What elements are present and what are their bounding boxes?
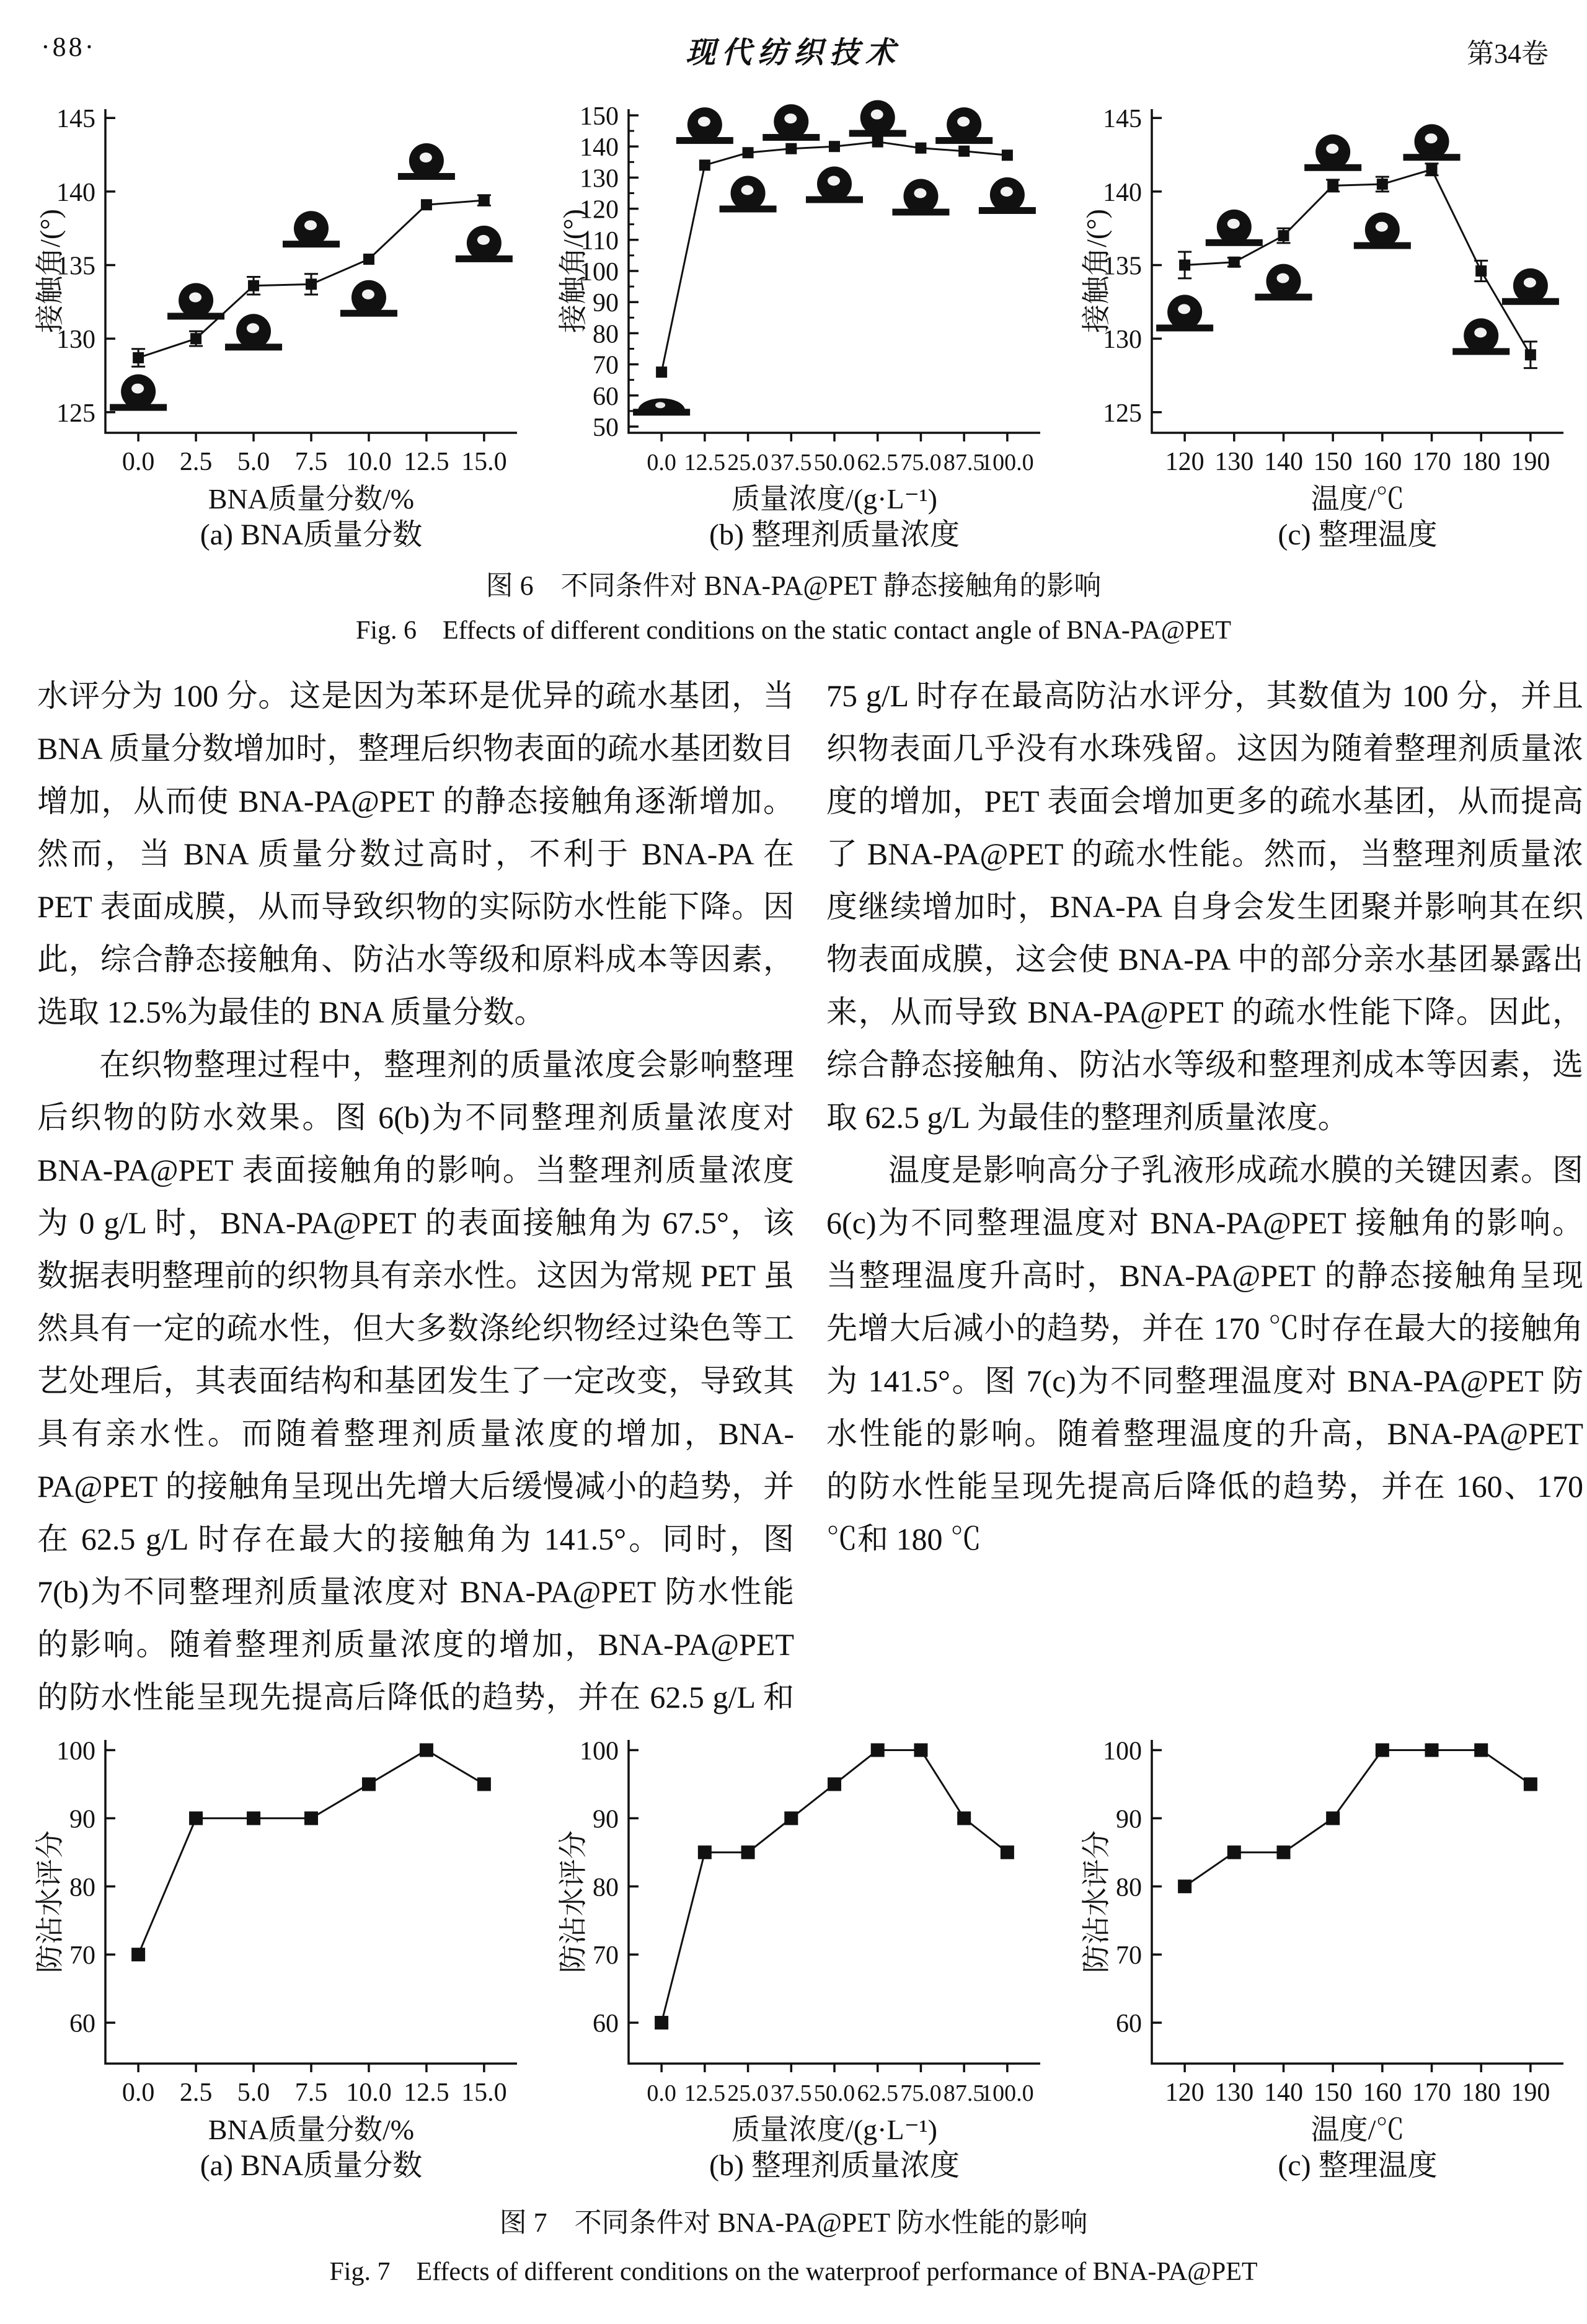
data-point: [421, 199, 432, 210]
water-droplet-icon: [225, 314, 282, 350]
water-droplet-icon: [806, 166, 863, 203]
data-point: [1326, 1811, 1340, 1825]
y-tick-label: 145: [1103, 105, 1142, 134]
water-droplet-icon: [633, 398, 690, 415]
x-tick-label: 15.0: [461, 2078, 507, 2107]
y-tick-label: 130: [56, 326, 95, 355]
journal-title: 现代纺织技术: [685, 37, 902, 69]
data-point: [699, 159, 710, 171]
x-tick-label: 130: [1214, 448, 1254, 476]
x-tick-label: 12.5: [684, 450, 726, 476]
x-tick-label: 120: [1165, 448, 1205, 476]
data-point: [304, 1811, 318, 1825]
data-point: [1425, 1743, 1439, 1757]
data-point: [1179, 260, 1190, 271]
data-point: [363, 254, 374, 265]
data-point: [1426, 164, 1438, 175]
data-point: [1475, 265, 1487, 277]
x-tick-label: 0.0: [647, 450, 676, 476]
y-tick-label: 125: [56, 399, 95, 428]
page-header: [38, 29, 1549, 68]
data-point: [1376, 1743, 1389, 1757]
data-point: [698, 1845, 712, 1859]
x-tick-label: 190: [1511, 448, 1550, 476]
y-tick-label: 80: [69, 1873, 95, 1902]
x-tick-label: 10.0: [346, 2078, 392, 2107]
chart-fig7c-score-vs-temperature: [1079, 1729, 1578, 2188]
data-point: [915, 143, 926, 154]
x-tick-label: 62.5: [857, 450, 898, 476]
water-droplet-icon: [676, 107, 733, 144]
y-tick-label: 90: [593, 289, 619, 318]
y-tick-label: 125: [1103, 399, 1142, 428]
y-tick-label: 90: [593, 1805, 619, 1834]
water-droplet-icon: [340, 280, 397, 317]
x-tick-label: 140: [1263, 2078, 1303, 2107]
chart-subcaption: (c) 整理温度: [1278, 2149, 1438, 2182]
x-tick-label: 130: [1214, 2078, 1254, 2107]
figure6-caption-english: Fig. 6 Effects of different conditions on the static contact angle of BNA-PA@PET: [356, 616, 1231, 645]
water-droplet-icon: [763, 104, 820, 141]
data-line: [138, 1750, 484, 1954]
y-tick-label: 60: [69, 2010, 95, 2039]
chart-fig6c-contact-angle-vs-temperature: [1079, 98, 1578, 557]
water-droplet-icon: [1156, 295, 1213, 331]
data-point: [248, 280, 259, 291]
y-tick-label: 130: [1103, 326, 1142, 355]
x-tick-label: 0.0: [122, 448, 155, 476]
x-tick-label: 37.5: [771, 450, 812, 476]
y-axis-label: 接触角/(°): [557, 209, 589, 333]
data-point: [1178, 1879, 1191, 1893]
data-point: [1276, 1845, 1290, 1859]
y-tick-label: 120: [580, 195, 619, 224]
y-tick-label: 60: [1116, 2010, 1142, 2039]
water-droplet-icon: [979, 177, 1036, 214]
x-tick-label: 160: [1363, 2078, 1402, 2107]
y-tick-label: 150: [580, 102, 619, 131]
water-droplet-icon: [1206, 210, 1263, 246]
y-tick-label: 90: [69, 1805, 95, 1834]
y-tick-label: 130: [580, 164, 619, 193]
axis: [1152, 109, 1563, 433]
x-tick-label: 37.5: [771, 2080, 812, 2106]
x-tick-label: 7.5: [294, 448, 328, 476]
x-tick-label: 50.0: [813, 2080, 855, 2106]
x-tick-label: 25.0: [727, 2080, 769, 2106]
y-tick-label: 140: [56, 178, 95, 207]
y-axis-label: 防沾水评分: [34, 1830, 66, 1973]
x-tick-label: 50.0: [813, 450, 855, 476]
data-point: [1002, 149, 1013, 161]
x-axis-label: BNA质量分数/%: [208, 2114, 415, 2145]
y-tick-label: 135: [1103, 252, 1142, 281]
y-axis-label: 防沾水评分: [557, 1830, 589, 1973]
data-point: [1227, 1845, 1241, 1859]
axis: [105, 1740, 517, 2064]
water-droplet-icon: [849, 100, 906, 137]
y-tick-label: 70: [593, 1941, 619, 1971]
data-point: [190, 333, 201, 344]
x-tick-label: 10.0: [346, 448, 392, 476]
data-point: [743, 147, 754, 158]
data-point: [872, 136, 883, 148]
x-tick-label: 7.5: [294, 2078, 328, 2107]
data-point: [957, 1811, 971, 1825]
chart-subcaption: (a) BNA质量分数: [200, 2149, 423, 2182]
data-point: [133, 352, 144, 363]
data-point: [131, 1948, 145, 1961]
y-tick-label: 60: [593, 382, 619, 411]
x-tick-label: 170: [1412, 2078, 1452, 2107]
x-tick-label: 100.0: [981, 2080, 1034, 2106]
figure6-chart-row: [32, 98, 1578, 557]
x-tick-label: 150: [1313, 2078, 1353, 2107]
y-tick-label: 100: [1103, 1737, 1142, 1766]
y-tick-label: 70: [1116, 1941, 1142, 1971]
body-text-columns: [37, 670, 1583, 1727]
axis: [105, 109, 517, 433]
x-axis-label: 质量浓度/(g·L⁻¹): [732, 483, 937, 515]
y-tick-label: 80: [593, 1873, 619, 1902]
x-tick-label: 87.5: [943, 2080, 985, 2106]
paragraph-1: 水评分为 100 分。这是因为苯环是优异的疏水基团，当 BNA 质量分数增加时，整理后织物表面的疏水基团数目增加，从而使 BNA-PA@PET 的静态接触角逐渐增加。然而，当 BNA 质量分数过高时，不利于 BNA-PA 在 PET 表面成膜，从而导致织物的实际防水性能下降。因此，综合静态接触角、防沾水等级和原料成本等因素，选取 12.5%为最佳的 BNA 质量分数。: [37, 678, 794, 1029]
data-point: [1278, 230, 1289, 241]
y-tick-label: 60: [593, 2010, 619, 2039]
data-point: [656, 366, 667, 378]
x-tick-label: 75.0: [900, 450, 942, 476]
y-tick-label: 140: [580, 133, 619, 162]
x-tick-label: 0.0: [647, 2080, 676, 2106]
x-tick-label: 12.5: [404, 2078, 449, 2107]
y-tick-label: 100: [580, 258, 619, 286]
volume-number: 第34卷: [1467, 38, 1549, 69]
x-tick-label: 180: [1461, 448, 1501, 476]
water-droplet-icon: [167, 283, 224, 319]
chart-subcaption: (a) BNA质量分数: [200, 518, 423, 551]
y-tick-label: 100: [56, 1737, 95, 1766]
y-axis-label: 接触角/(°): [1081, 209, 1112, 333]
water-droplet-icon: [1404, 124, 1461, 161]
y-axis-label: 防沾水评分: [1081, 1830, 1112, 1973]
water-droplet-icon: [1304, 135, 1361, 171]
y-tick-label: 90: [1116, 1805, 1142, 1834]
x-axis-label: BNA质量分数/%: [208, 483, 415, 515]
water-droplet-icon: [283, 211, 340, 247]
y-axis-label: 接触角/(°): [34, 209, 66, 333]
data-line: [1185, 1750, 1531, 1886]
x-tick-label: 12.5: [404, 448, 449, 476]
page-number: ·88·: [41, 32, 97, 62]
water-droplet-icon: [398, 143, 455, 180]
data-point: [871, 1743, 885, 1757]
figure7-caption-chinese: 图 7 不同条件对 BNA-PA@PET 防水性能的影响: [499, 2207, 1088, 2238]
chart-subcaption: (b) 整理剂质量浓度: [709, 2149, 960, 2182]
x-tick-label: 5.0: [237, 448, 270, 476]
chart-subcaption: (c) 整理温度: [1278, 518, 1438, 551]
chart-fig7a-score-vs-bna-fraction: [32, 1729, 532, 2188]
water-droplet-icon: [1354, 213, 1411, 249]
chart-fig6a-contact-angle-vs-bna-fraction: [32, 98, 532, 557]
water-droplet-icon: [1255, 264, 1312, 301]
y-tick-label: 135: [56, 252, 95, 281]
x-tick-label: 5.0: [237, 2078, 270, 2107]
water-droplet-icon: [1452, 318, 1510, 355]
x-axis-label: 质量浓度/(g·L⁻¹): [732, 2114, 937, 2145]
data-point: [306, 278, 317, 290]
x-tick-label: 75.0: [900, 2080, 942, 2106]
data-point: [189, 1811, 203, 1825]
water-droplet-icon: [456, 226, 513, 262]
x-axis-label: 温度/℃: [1311, 483, 1405, 515]
y-tick-label: 140: [1103, 178, 1142, 207]
data-point: [362, 1777, 376, 1791]
x-tick-label: 140: [1263, 448, 1303, 476]
x-tick-label: 190: [1511, 2078, 1550, 2107]
chart-subcaption: (b) 整理剂质量浓度: [709, 518, 960, 551]
x-tick-label: 87.5: [943, 450, 985, 476]
x-tick-label: 12.5: [684, 2080, 726, 2106]
axis: [629, 109, 1040, 433]
data-point: [741, 1845, 755, 1859]
data-point: [1524, 1777, 1537, 1791]
figure7-caption-english: Fig. 7 Effects of different conditions on the waterproof performance of BNA-PA@PET: [329, 2258, 1258, 2286]
data-point: [785, 143, 797, 154]
y-tick-label: 100: [580, 1737, 619, 1766]
x-tick-label: 120: [1165, 2078, 1205, 2107]
y-tick-label: 145: [56, 105, 95, 134]
x-tick-label: 170: [1412, 448, 1452, 476]
x-tick-label: 150: [1313, 448, 1353, 476]
data-point: [1474, 1743, 1488, 1757]
data-point: [420, 1743, 433, 1757]
y-tick-label: 70: [69, 1941, 95, 1971]
x-tick-label: 160: [1363, 448, 1402, 476]
chart-fig6b-contact-angle-vs-concentration: [555, 98, 1055, 557]
y-tick-label: 50: [593, 413, 619, 442]
data-point: [247, 1811, 260, 1825]
water-droplet-icon: [1502, 268, 1559, 305]
chart-fig7b-score-vs-concentration: [555, 1729, 1055, 2188]
data-point: [784, 1811, 798, 1825]
x-tick-label: 0.0: [122, 2078, 155, 2107]
x-tick-label: 15.0: [461, 448, 507, 476]
y-tick-label: 70: [593, 351, 619, 380]
data-point: [1377, 179, 1388, 190]
data-point: [1327, 180, 1338, 191]
x-tick-label: 25.0: [727, 450, 769, 476]
x-tick-label: 180: [1461, 2078, 1501, 2107]
x-tick-label: 100.0: [981, 450, 1034, 476]
y-tick-label: 110: [580, 226, 619, 255]
data-point: [829, 141, 840, 152]
paragraph-3: 温度是影响高分子乳液形成疏水膜的关键因素。图 6(c)为不同整理温度对 BNA-PA@PET 接触角的影响。当整理温度升高时，BNA-PA@PET 的静态接触角呈现先增大后减小的趋势，并在 170 ℃时存在最大的接触角为 141.5°。图 7(c)为不同整理温度对 BNA-PA@PET 防水性能的影响。随着整理温度的升高，BNA-PA@PET 的防水性能呈现先提高后降低的趋势，并在 160、170 ℃和 180 ℃: [826, 1153, 1583, 1556]
data-point: [1525, 349, 1536, 360]
data-point: [828, 1777, 841, 1791]
x-tick-label: 2.5: [179, 2078, 213, 2107]
data-point: [1001, 1845, 1014, 1859]
paragraph-2: 在织物整理过程中，整理剂的质量浓度会影响整理后织物的防水效果。图 6(b)为不同整理剂质量浓度对 BNA-PA@PET 表面接触角的影响。当整理剂质量浓度为 0 g/L 时，BNA-PA@PET 的表面接触角为 67.5°，该数据表明整理前的织物具有亲水性。这因为常规 PET 虽然具有一定的疏水性，但大多数涤纶织物经过染色等工艺处理后，其表面结构和基团发生了一定改变，导致其具有亲水性。而随着整理剂质量浓度的增加，BNA-PA@PET 的接触角呈现出先增大后缓慢减小的趋势，并在 62.5 g/L 时存在最大的接触角为 141.5°。同时，图 7(b)为不同整理剂质量浓度对 BNA-PA@PET 防水性能的影响。随着整理剂质量浓度的增加，BNA-PA@PET 的防水性能呈现先提高后降低的趋势，并在 62.5 g/L 和 75 g/L 时存在最高防沾水评分，其数值为 100 分，并且织物表面几乎没有水珠残留。这因为随着整理剂质量浓度的增加，PET 表面会增加更多的疏水基团，从而提高了 BNA-PA@PET 的疏水性能。然而，当整理剂质量浓度继续增加时，BNA-PA 自身会发生团聚并影响其在织物表面成膜，这会使 BNA-PA 中的部分亲水基团暴露出来，从而导致 BNA-PA@PET 的疏水性能下降。因此，综合静态接触角、防沾水等级和整理剂成本等因素，选取 62.5 g/L 为最佳的整理剂质量浓度。: [37, 678, 1583, 1714]
x-tick-label: 62.5: [857, 2080, 898, 2106]
data-point: [479, 195, 490, 206]
figure7-chart-row: [32, 1729, 1578, 2188]
y-tick-label: 80: [593, 320, 619, 349]
water-droplet-icon: [110, 375, 167, 411]
data-point: [655, 2016, 668, 2029]
water-droplet-icon: [720, 176, 777, 213]
x-tick-label: 2.5: [179, 448, 213, 476]
data-point: [914, 1743, 927, 1757]
y-tick-label: 80: [1116, 1873, 1142, 1902]
x-axis-label: 温度/℃: [1311, 2114, 1405, 2145]
data-point: [477, 1777, 491, 1791]
water-droplet-icon: [935, 107, 992, 144]
water-droplet-icon: [892, 179, 949, 216]
data-point: [1229, 257, 1240, 268]
axis: [1152, 1740, 1563, 2064]
data-point: [958, 146, 970, 157]
figure6-caption-chinese: 图 6 不同条件对 BNA-PA@PET 静态接触角的影响: [485, 570, 1102, 601]
